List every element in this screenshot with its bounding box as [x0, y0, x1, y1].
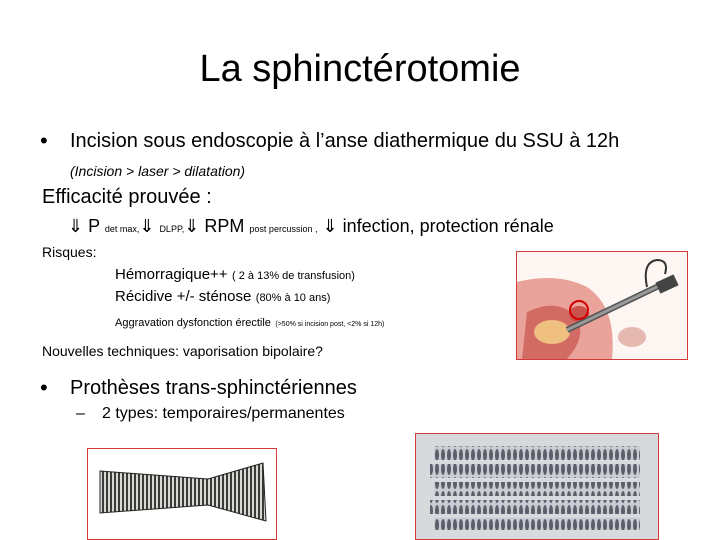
efficacy-p: P — [88, 216, 100, 236]
risk-line-2 — [115, 288, 330, 306]
risk-3-main: Aggravation dysfonction érectile — [115, 317, 271, 329]
sub-bullet-marker: – — [76, 405, 85, 422]
efficacy-infection: infection, protection rénale — [342, 216, 554, 236]
down-arrow-icon: ⇓ — [68, 216, 84, 236]
risk-2-main: Récidive +/- sténose — [115, 288, 252, 305]
new-techniques-text: Nouvelles techniques: vaporisation bipolaire? — [42, 343, 323, 359]
bullet-marker: • — [40, 128, 48, 153]
down-arrow-icon: ⇓ — [322, 216, 338, 236]
endoscopy-anatomy-illustration — [516, 251, 688, 360]
efficacy-heading: Efficacité prouvée : — [42, 186, 212, 208]
down-arrow-icon: ⇓ — [139, 216, 155, 236]
efficacy-p-sub: det max, — [104, 224, 140, 234]
bullet-incision-text: Incision sous endoscopie à l’anse diathermique du SSU à 12h — [70, 130, 620, 152]
down-arrow-icon: ⇓ — [184, 216, 200, 236]
bullet-protheses-text: Prothèses trans-sphinctériennes — [70, 377, 357, 399]
conical-stent-photo — [87, 448, 277, 540]
efficacy-rpm: RPM — [204, 216, 245, 236]
risk-1-main: Hémorragique++ — [115, 266, 228, 283]
coiled-stents-photo — [415, 433, 659, 540]
risks-heading: Risques: — [42, 244, 97, 260]
bullet-marker: • — [40, 375, 48, 400]
protheses-types-text: 2 types: temporaires/permanentes — [102, 405, 345, 422]
efficacy-line — [68, 216, 554, 237]
efficacy-dlpp-sub: DLPP, — [159, 224, 185, 234]
risk-1-note: ( 2 à 13% de transfusion) — [232, 270, 355, 282]
risk-2-note: (80% à 10 ans) — [255, 292, 331, 304]
efficacy-rpm-sub: post percussion , — [249, 224, 318, 234]
incision-subnote: (Incision > laser > dilatation) — [70, 163, 246, 179]
risk-3-note: (>50% si incision post, <2% si 12h) — [275, 321, 385, 328]
risk-line-1 — [115, 266, 355, 284]
risk-line-3 — [115, 313, 384, 331]
slide-title: La sphinctérotomie — [199, 48, 521, 90]
